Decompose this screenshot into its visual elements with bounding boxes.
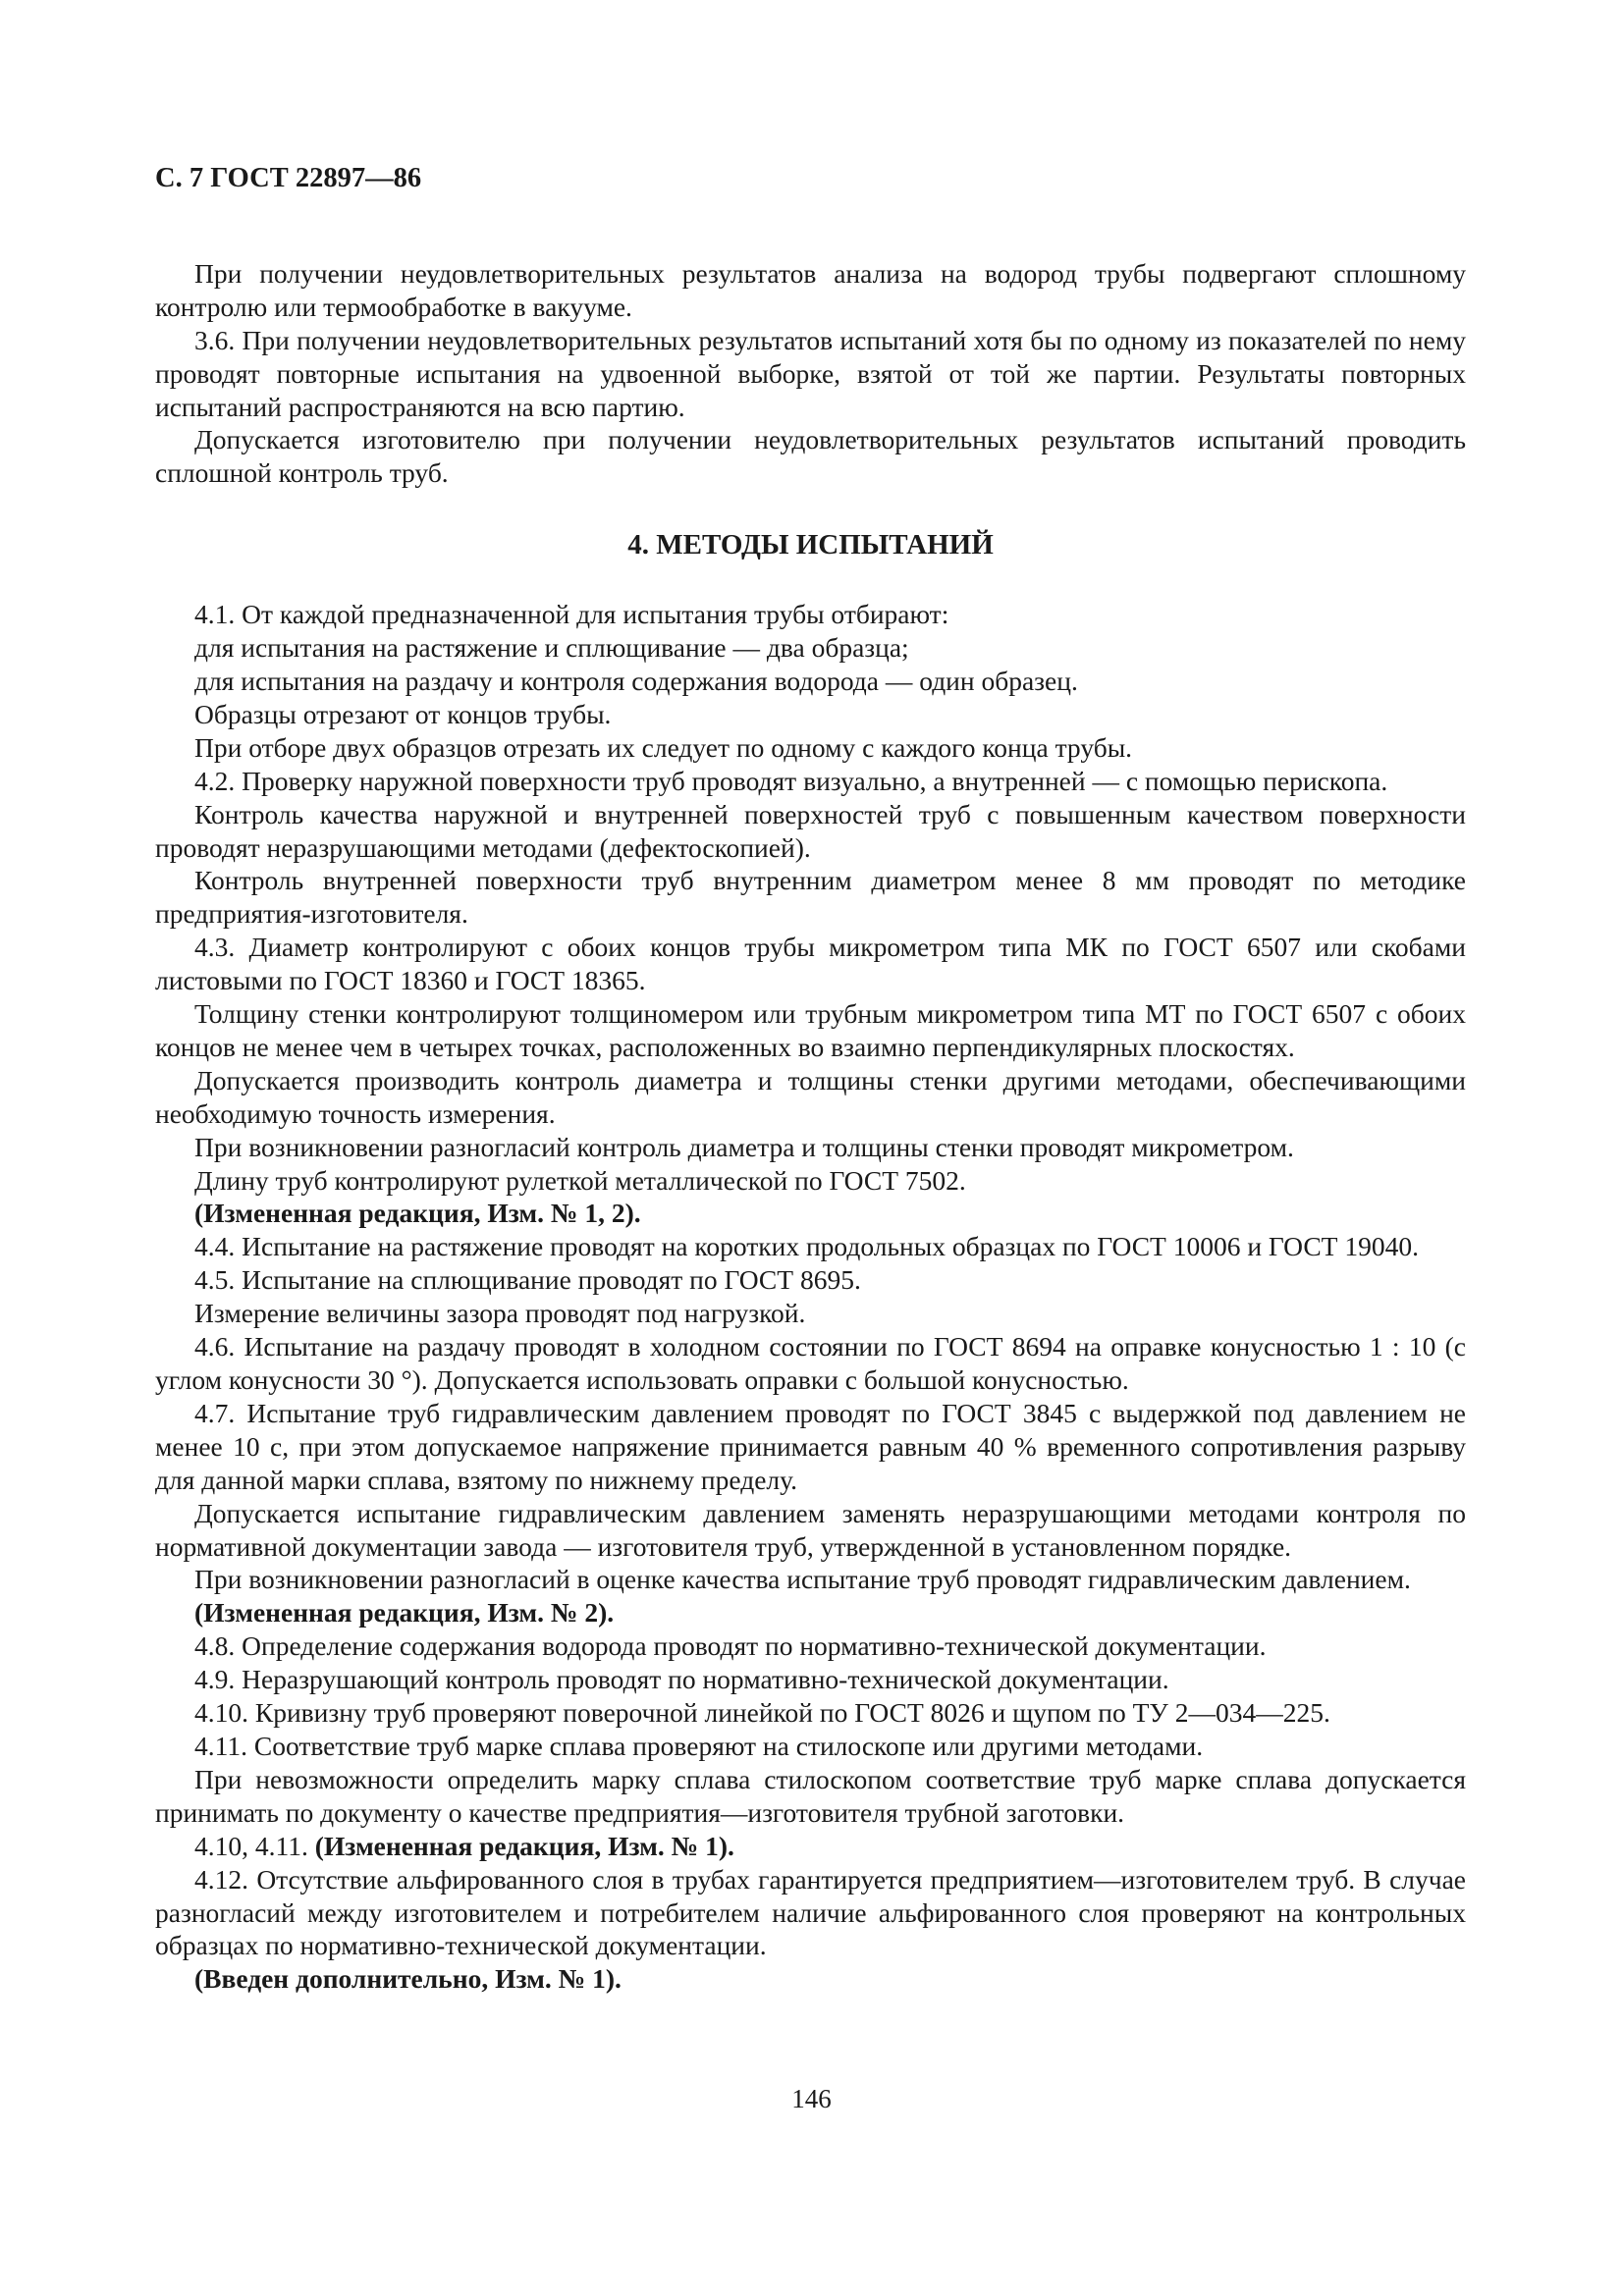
paragraph: Допускается производить контроль диаметра и толщины стенки другими методами, обеспечивающими необходимую точность измерения. xyxy=(155,1064,1466,1129)
paragraph: 4.3. Диаметр контролируют с обоих концов трубы микрометром типа МК по ГОСТ 6507 или скобами листовыми по ГОСТ 18360 и ГОСТ 18365. xyxy=(155,932,1466,996)
paragraph: Измерение величины зазора проводят под нагрузкой. xyxy=(194,1298,806,1329)
section-title: 4. МЕТОДЫ ИСПЫТАНИЙ xyxy=(627,529,994,561)
paragraph: 4.1. От каждой предназначенной для испытания трубы отбирают: xyxy=(194,599,949,630)
amendment-text: (Измененная редакция, Изм. № 2). xyxy=(194,1597,615,1629)
amendment-note xyxy=(155,1596,1466,1629)
paragraph: При получении неудовлетворительных результатов анализа на водород трубы подвергают сплошному контролю или термообработке в вакууме. xyxy=(155,257,1466,322)
paragraph: 4.11. Соответствие труб марке сплава проверяют на стилоскопе или другими методами. xyxy=(194,1730,1204,1761)
paragraph: для испытания на растяжение и сплющивание — два образца; xyxy=(194,632,909,664)
paragraph: 4.8. Определение содержания водорода проводят по нормативно-технической документации. xyxy=(194,1630,1267,1662)
amendment-text: (Измененная редакция, Изм. № 1, 2). xyxy=(194,1198,641,1229)
paragraph: Контроль качества наружной и внутренней поверхностей труб с повышенным качеством поверхности проводят неразрушающими методами (дефектоскопией). xyxy=(155,798,1466,863)
paragraph: 4.10. Кривизну труб проверяют поверочной линейкой по ГОСТ 8026 и щупом по ТУ 2—034—225. xyxy=(194,1697,1330,1729)
paragraph: для испытания на раздачу и контроля содержания водорода — один образец. xyxy=(194,665,1078,696)
paragraph: Длину труб контролируют рулеткой металлической по ГОСТ 7502. xyxy=(194,1164,966,1196)
paragraph: 4.7. Испытание труб гидравлическим давлением проводят по ГОСТ 3845 с выдержкой под давлением не менее 10 с, при этом допускаемое напряжение принимается равным 40 % временного сопротивления разрыву для данной марки сплава, взятому по нижнему пределу. xyxy=(155,1397,1466,1495)
paragraph: 4.4. Испытание на растяжение проводят на коротких продольных образцах по ГОСТ 10006 и ГОСТ 19040. xyxy=(194,1231,1419,1262)
paragraph: 4.9. Неразрушающий контроль проводят по нормативно-технической документации. xyxy=(194,1664,1169,1695)
paragraph: При возникновении разногласий в оценке качества испытание труб проводят гидравлическим давлением. xyxy=(194,1564,1411,1595)
document-page xyxy=(155,162,1466,1996)
paragraph: При невозможности определить марку сплава стилоскопом соответствие труб марке сплава допускается принимать по документу о качестве предприятия—изготовителя трубной заготовки. xyxy=(155,1763,1466,1828)
paragraph: 4.5. Испытание на сплющивание проводят по ГОСТ 8695. xyxy=(194,1264,861,1296)
document-header: С. 7 ГОСТ 22897—86 xyxy=(155,163,422,193)
amendment-note xyxy=(155,1962,1466,1996)
amendment-text: (Измененная редакция, Изм. № 1). xyxy=(314,1830,734,1861)
paragraph: Образцы отрезают от концов трубы. xyxy=(194,698,612,729)
paragraph: 4.2. Проверку наружной поверхности труб проводят визуально, а внутренней — с помощью перископа. xyxy=(194,765,1388,796)
paragraph: 3.6. При получении неудовлетворительных результатов испытаний хотя бы по одному из показателей по нему проводят повторные испытания на удвоенной выборке, взятой от той же партии. Результаты повторных испытаний распространяются на всю партию. xyxy=(155,324,1466,422)
page-number: 146 xyxy=(791,2084,832,2113)
paragraph: Допускается изготовителю при получении неудовлетворительных результатов испытаний проводить сплошной контроль труб. xyxy=(155,424,1466,489)
paragraph: 4.12. Отсутствие альфированного слоя в трубах гарантируется предприятием—изготовителем труб. В случае разногласий между изготовителем и потребителем наличие альфированного слоя проверяют на контрольных образцах по нормативно-технической документации. xyxy=(155,1863,1466,1961)
paragraph: При возникновении разногласий контроль диаметра и толщины стенки проводят микрометром. xyxy=(194,1131,1294,1162)
paragraph: 4.6. Испытание на раздачу проводят в холодном состоянии по ГОСТ 8694 на оправке конусностью 1 : 10 (с углом конусности 30 °). Допускается использовать оправки с большой конусностью. xyxy=(155,1331,1466,1395)
amendment-note xyxy=(155,1197,1466,1230)
paragraph: При отборе двух образцов отрезать их следует по одному с каждого конца трубы. xyxy=(194,731,1133,763)
paragraph: Контроль внутренней поверхности труб внутренним диаметром менее 8 мм проводят по методике предприятия-изготовителя. xyxy=(155,865,1466,930)
amendment-note xyxy=(155,1830,1466,1863)
amendment-text: (Введен дополнительно, Изм. № 1). xyxy=(194,1963,622,1995)
paragraph: Допускается испытание гидравлическим давлением заменять неразрушающими методами контроля по нормативной документации завода — изготовителя труб, утвержденной в установленном порядке. xyxy=(155,1497,1466,1562)
clause-reference: 4.10, 4.11. xyxy=(194,1830,315,1861)
paragraph: Толщину стенки контролируют толщиномером или трубным микрометром типа МТ по ГОСТ 6507 с обоих концов не менее чем в четырех точках, расположенных во взаимно перпендикулярных плоскостях. xyxy=(155,998,1466,1062)
